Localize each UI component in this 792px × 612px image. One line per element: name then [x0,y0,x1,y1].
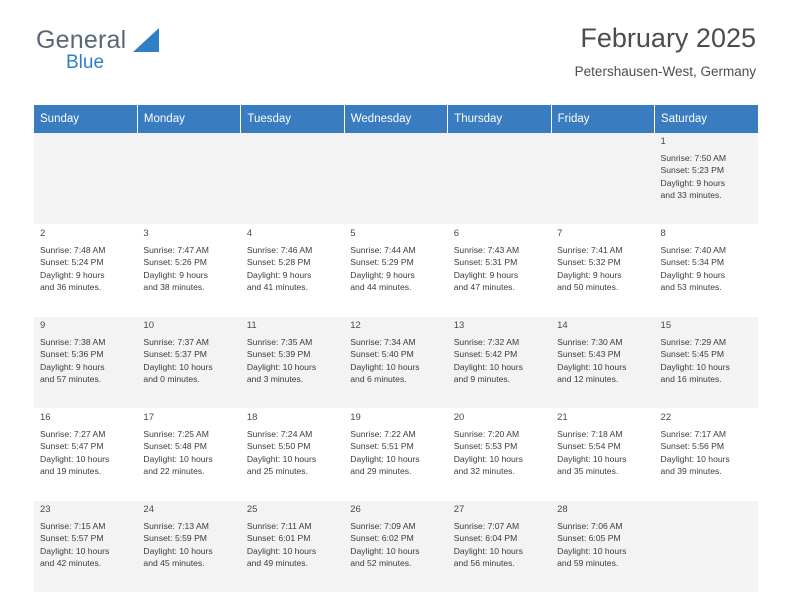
day-detail-line: and 53 minutes. [660,282,722,293]
day-detail-line: Daylight: 9 hours [350,269,415,280]
day-detail-line: Daylight: 10 hours [246,545,317,556]
calendar-day-cell [448,225,551,317]
day-detail-line: Sunset: 5:31 PM [453,257,518,268]
day-number: 25 [246,504,258,515]
day-detail-line: Sunrise: 7:44 AM [350,244,416,255]
day-detail-line: Sunset: 5:32 PM [557,257,621,268]
calendar-day-cell [344,225,447,317]
day-number: 11 [246,320,257,331]
day-detail-line: Daylight: 10 hours [350,361,420,372]
day-detail-line: Daylight: 10 hours [557,453,627,464]
calendar-cell-empty [34,133,137,225]
day-detail-line: Daylight: 9 hours [40,361,105,372]
day-detail-line: Daylight: 9 hours [40,269,105,280]
day-number: 20 [453,412,465,423]
day-number: 1 [660,136,666,147]
day-detail-line: Sunset: 5:53 PM [453,441,518,452]
day-detail-line: and 56 minutes. [453,558,515,569]
day-detail-line: Sunset: 6:02 PM [350,533,414,544]
calendar-day-cell [137,225,240,317]
weekday-header-cell: Tuesday [241,105,344,133]
day-number: 9 [40,320,46,331]
day-detail-line: Daylight: 10 hours [143,453,213,464]
day-detail-line: Sunset: 5:26 PM [143,257,207,268]
day-detail-line: and 12 minutes. [557,374,619,385]
calendar-day-cell [551,317,654,409]
day-detail-line: and 22 minutes. [143,466,205,477]
logo-text-general: General [36,26,127,54]
day-detail-line: Daylight: 10 hours [350,453,420,464]
day-detail-line: Sunrise: 7:09 AM [350,520,416,531]
day-number: 27 [453,504,465,515]
calendar-day-cell [448,317,551,409]
calendar-week-row [34,225,758,317]
calendar-body [34,133,758,593]
calendar-day-cell [344,409,447,501]
weekday-header-cell: Monday [137,105,240,133]
day-detail-line: and 41 minutes. [246,282,308,293]
day-detail-line: Sunset: 5:54 PM [557,441,621,452]
calendar-day-cell [241,317,344,409]
day-detail-line: and 3 minutes. [246,374,304,385]
day-detail-line: Daylight: 10 hours [143,361,213,372]
calendar-cell-empty [344,133,447,225]
day-detail-line: Sunset: 5:57 PM [40,533,104,544]
calendar-header-row [34,105,758,133]
day-detail-line: Sunset: 5:28 PM [246,257,311,268]
day-number: 2 [40,228,46,239]
day-detail-line: Daylight: 10 hours [246,361,317,372]
day-detail-line: Sunset: 5:56 PM [660,441,725,452]
day-number: 12 [350,320,361,331]
calendar-day-cell [137,409,240,501]
calendar-day-cell [34,409,137,501]
calendar-day-cell [34,317,137,409]
day-detail-line: Sunrise: 7:18 AM [557,428,623,439]
calendar-day-cell [241,501,344,593]
day-detail-line: Sunrise: 7:15 AM [40,520,106,531]
day-detail-line: Sunset: 5:51 PM [350,441,414,452]
weekday-header-cell: Friday [551,105,654,133]
calendar-day-cell [551,225,654,317]
calendar-day-cell [241,225,344,317]
day-detail-line: and 9 minutes. [453,374,511,385]
day-detail-line: and 36 minutes. [40,282,102,293]
day-number: 16 [40,412,51,423]
day-number: 18 [246,412,258,423]
day-detail-line: Sunset: 5:42 PM [453,349,518,360]
day-detail-line: Sunset: 5:47 PM [40,441,104,452]
day-number: 21 [557,412,568,423]
day-detail-line: Sunrise: 7:46 AM [246,244,313,255]
logo-triangle-icon [133,28,159,52]
calendar-day-cell [241,409,344,501]
calendar-day-cell [551,409,654,501]
day-detail-line: Sunrise: 7:40 AM [660,244,726,255]
weekday-header-cell: Sunday [34,105,137,133]
day-detail-line: and 47 minutes. [453,282,515,293]
calendar-day-cell [448,409,551,501]
day-detail-line: Daylight: 10 hours [453,453,523,464]
day-detail-line: Daylight: 9 hours [246,269,312,280]
day-detail-line: and 49 minutes. [246,558,308,569]
day-number: 28 [557,504,568,515]
calendar-day-cell [137,317,240,409]
day-number: 15 [660,320,672,331]
day-detail-line: Sunset: 5:59 PM [143,533,207,544]
day-number: 13 [453,320,465,331]
day-detail-line: and 6 minutes. [350,374,407,385]
calendar-cell-empty [551,133,654,225]
day-number: 26 [350,504,361,515]
day-detail-line: and 42 minutes. [40,558,102,569]
calendar-week-row [34,501,758,593]
page-header [34,0,758,79]
day-number: 10 [143,320,154,331]
calendar-day-cell [344,501,447,593]
day-detail-line: and 57 minutes. [40,374,102,385]
day-detail-line: Sunrise: 7:47 AM [143,244,209,255]
day-detail-line: Daylight: 10 hours [350,545,420,556]
calendar-day-cell [655,225,758,317]
page-title: February 2025 [580,23,756,53]
day-detail-line: Sunrise: 7:43 AM [453,244,520,255]
day-detail-line: Sunrise: 7:41 AM [557,244,623,255]
day-detail-line: Sunset: 5:29 PM [350,257,414,268]
calendar-cell-empty [448,133,551,225]
day-detail-line: Daylight: 10 hours [246,453,317,464]
day-detail-line: Sunrise: 7:48 AM [40,244,106,255]
day-detail-line: Sunrise: 7:27 AM [40,428,106,439]
day-detail-line: Sunrise: 7:20 AM [453,428,520,439]
day-detail-line: and 35 minutes. [557,466,619,477]
calendar-day-cell [655,133,758,225]
day-detail-line: Sunrise: 7:11 AM [246,520,312,531]
day-detail-line: Daylight: 9 hours [660,177,726,188]
day-detail-line: Daylight: 10 hours [557,545,627,556]
day-detail-line: Sunset: 5:39 PM [246,349,311,360]
day-number: 3 [143,228,149,239]
calendar-day-cell [448,501,551,593]
day-detail-line: and 32 minutes. [453,466,515,477]
day-detail-line: Sunrise: 7:17 AM [660,428,726,439]
day-detail-line: Sunset: 5:48 PM [143,441,207,452]
day-detail-line: and 52 minutes. [350,558,412,569]
day-number: 17 [143,412,154,423]
day-detail-line: Sunrise: 7:37 AM [143,336,209,347]
day-detail-line: and 25 minutes. [246,466,308,477]
day-number: 4 [246,228,253,239]
day-number: 22 [660,412,672,423]
calendar-cell-empty [655,501,758,593]
day-detail-line: Sunrise: 7:07 AM [453,520,520,531]
day-detail-line: Daylight: 10 hours [557,361,627,372]
day-number: 23 [40,504,51,515]
day-detail-line: Sunset: 5:45 PM [660,349,725,360]
day-number: 6 [453,228,459,239]
day-detail-line: Sunrise: 7:30 AM [557,336,623,347]
calendar-cell-empty [137,133,240,225]
title-block [575,22,756,80]
weekday-header-cell: Wednesday [344,105,447,133]
day-detail-line: and 39 minutes. [660,466,722,477]
calendar-week-row [34,133,758,225]
day-detail-line: Sunset: 6:04 PM [453,533,518,544]
day-detail-line: Sunset: 5:50 PM [246,441,311,452]
day-detail-line: Daylight: 9 hours [453,269,519,280]
day-detail-line: Sunrise: 7:32 AM [453,336,520,347]
day-number: 19 [350,412,361,423]
calendar-day-cell [34,501,137,593]
calendar-cell-empty [241,133,344,225]
day-detail-line: and 45 minutes. [143,558,205,569]
day-detail-line: and 19 minutes. [40,466,102,477]
day-detail-line: Daylight: 9 hours [143,269,208,280]
day-detail-line: Sunset: 5:43 PM [557,349,621,360]
day-detail-line: Sunrise: 7:25 AM [143,428,209,439]
day-detail-line: and 44 minutes. [350,282,412,293]
weekday-header-cell: Thursday [448,105,551,133]
day-detail-line: Sunrise: 7:35 AM [246,336,313,347]
day-detail-line: Daylight: 9 hours [660,269,726,280]
calendar-week-row [34,317,758,409]
day-detail-line: Sunrise: 7:13 AM [143,520,209,531]
day-detail-line: Daylight: 10 hours [40,545,110,556]
day-detail-line: Daylight: 10 hours [453,545,523,556]
calendar-table [34,105,758,593]
day-detail-line: Sunset: 5:36 PM [40,349,104,360]
day-detail-line: Sunset: 5:34 PM [660,257,725,268]
day-detail-line: and 0 minutes. [143,374,200,385]
day-detail-line: Sunset: 6:05 PM [557,533,621,544]
day-detail-line: Daylight: 10 hours [143,545,213,556]
general-blue-logo [36,26,236,82]
calendar-day-cell [551,501,654,593]
day-detail-line: Sunrise: 7:22 AM [350,428,416,439]
day-detail-line: Sunrise: 7:24 AM [246,428,313,439]
calendar-day-cell [344,317,447,409]
day-detail-line: Sunrise: 7:29 AM [660,336,726,347]
day-detail-line: Sunrise: 7:38 AM [40,336,106,347]
calendar-day-cell [34,225,137,317]
day-detail-line: and 33 minutes. [660,190,722,201]
day-detail-line: Daylight: 9 hours [557,269,622,280]
day-detail-line: and 38 minutes. [143,282,205,293]
day-number: 5 [350,228,356,239]
day-number: 8 [660,228,666,239]
day-detail-line: and 59 minutes. [557,558,619,569]
day-detail-line: Sunset: 5:23 PM [660,165,725,176]
day-detail-line: Sunset: 5:40 PM [350,349,414,360]
calendar-day-cell [655,317,758,409]
day-number: 7 [557,228,563,239]
day-detail-line: Sunset: 5:37 PM [143,349,207,360]
day-detail-line: Sunset: 5:24 PM [40,257,104,268]
weekday-header-cell: Saturday [655,105,758,133]
day-detail-line: Daylight: 10 hours [660,361,730,372]
day-detail-line: Sunrise: 7:06 AM [557,520,623,531]
location-subtitle: Petershausen-West, Germany [574,64,756,79]
day-number: 14 [557,320,568,331]
day-detail-line: and 29 minutes. [350,466,412,477]
calendar-day-cell [655,409,758,501]
logo-text-blue: Blue [66,52,105,73]
calendar-day-cell [137,501,240,593]
day-detail-line: Sunrise: 7:50 AM [660,152,726,163]
day-detail-line: Sunrise: 7:34 AM [350,336,416,347]
calendar-week-row [34,409,758,501]
day-number: 24 [143,504,154,515]
day-detail-line: Daylight: 10 hours [40,453,110,464]
day-detail-line: and 50 minutes. [557,282,619,293]
day-detail-line: Daylight: 10 hours [453,361,523,372]
day-detail-line: and 16 minutes. [660,374,722,385]
day-detail-line: Daylight: 10 hours [660,453,730,464]
weekday-header [34,105,758,133]
day-detail-line: Sunset: 6:01 PM [246,533,311,544]
